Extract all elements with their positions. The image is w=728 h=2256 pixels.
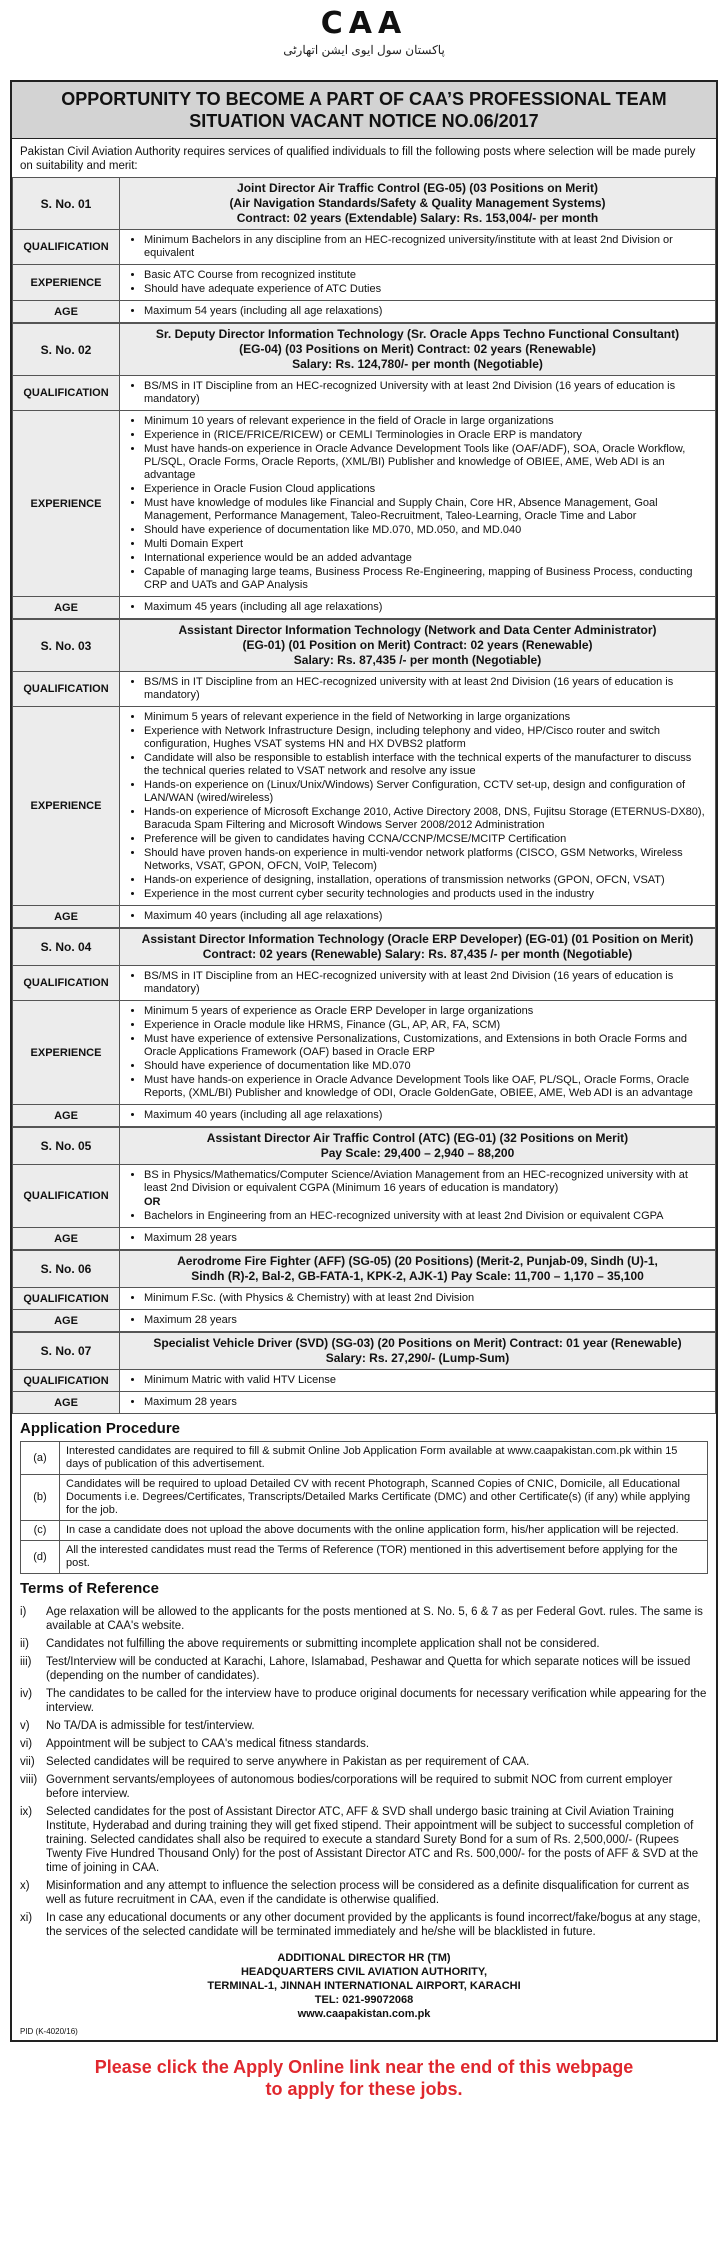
qualification-item: • BS in Physics/Mathematics/Computer Science/Aviation Management from an HEC-recognized university with at least 2nd Division or equivalent CGPA (Minimum 16 years of education is mandatory): [144, 1169, 709, 1195]
serial-number: S. No. 03: [13, 620, 120, 672]
age-list: [126, 1232, 709, 1245]
term-text: Misinformation and any attempt to influence the selection process will be considered as a definite disqualification for current as well as future recruitment in CAA, even if the candidate is otherwise qualified.: [46, 1880, 690, 1906]
title-banner: [12, 82, 716, 139]
term-number: vi): [20, 1738, 33, 1750]
post-table: [12, 1332, 716, 1414]
experience-item: • Experience in Oracle Fusion Cloud applications: [144, 483, 709, 496]
age-label: AGE: [13, 906, 120, 928]
signature-phone: TEL: 021-99072068: [314, 1994, 414, 2006]
age-list: [126, 910, 709, 923]
terms-list: [12, 1605, 716, 1939]
qualification-list: [126, 380, 709, 406]
term-item: [20, 1605, 708, 1633]
age-label: AGE: [13, 1392, 120, 1414]
experience-item: • Hands-on experience on (Linux/Unix/Windows) Server Configuration, CCTV set-up, design and configuration of LAN/WAN (wired/wireless): [144, 779, 709, 805]
experience-row: [13, 411, 716, 597]
experience-list: [126, 415, 709, 592]
experience-item: • Must have hands-on experience in Oracle Advance Development Tools like (OAF/ADF), SOA, Oracle Workflow, PL/SQL, Oracle Forms, Oracle Reports, (XML/BI) Publisher and knowledge of OBIEE, AME, Web ADI is an advantage: [144, 443, 709, 482]
age-row: [13, 1392, 716, 1414]
qualification-item: • Minimum Bachelors in any discipline from an HEC-recognized university/institute with at least 2nd Division or equivalent: [144, 234, 709, 260]
qualification-row: [13, 230, 716, 265]
post-title-line: (EG-01) (01 Position on Merit) Contract: 02 years (Renewable): [242, 638, 593, 652]
age-list: [126, 1314, 709, 1327]
post-title: [120, 324, 716, 376]
procedure-row: [21, 1521, 708, 1541]
qualification-item: • Minimum F.Sc. (with Physics & Chemistry) with at least 2nd Division: [144, 1292, 709, 1305]
experience-item: • Must have knowledge of modules like Financial and Supply Chain, Core HR, Absence Management, Goal Management, Performance Management, Taleo-Recruitment, Taleo-Learning, Oracle Time and Labor: [144, 497, 709, 523]
experience-row: [13, 265, 716, 301]
header-logo: [6, 6, 722, 80]
post-header-row: [13, 1251, 716, 1288]
post-title: [120, 1251, 716, 1288]
qualification-list: [126, 1374, 709, 1387]
experience-content: [120, 1001, 716, 1105]
serial-number: S. No. 06: [13, 1251, 120, 1288]
qualification-content: [120, 966, 716, 1001]
post-header-row: [13, 929, 716, 966]
logo-urdu-text: پاکستان سول ایوی ایشن اتھارٹی: [283, 43, 445, 57]
age-row: [13, 1105, 716, 1127]
term-number: ii): [20, 1638, 29, 1650]
post-title-line: (EG-04) (03 Positions on Merit) Contract: 02 years (Renewable): [239, 342, 596, 356]
procedure-row: [21, 1541, 708, 1574]
post-title: [120, 929, 716, 966]
experience-item: • Minimum 5 years of experience as Oracle ERP Developer in large organizations: [144, 1005, 709, 1018]
qualification-list: [126, 970, 709, 996]
experience-item: • Experience with Network Infrastructure Design, including telephony and video, HP/Cisco router and switch configuration, Hughes VSAT systems HN and HX DVBS2 platform: [144, 725, 709, 751]
age-item: • Maximum 45 years (including all age relaxations): [144, 601, 709, 614]
age-row: [13, 906, 716, 928]
post-title-line: Contract: 02 years (Renewable) Salary: Rs. 87,435 /- per month (Negotiable): [202, 947, 633, 961]
age-row: [13, 597, 716, 619]
experience-row: [13, 707, 716, 906]
experience-item: • Preference will be given to candidates having CCNA/CCNP/MCSE/MCITP Certification: [144, 833, 709, 846]
signature-line: HEADQUARTERS CIVIL AVIATION AUTHORITY,: [240, 1966, 488, 1978]
apply-online-notice: [6, 2042, 722, 2100]
term-item: [20, 1911, 708, 1939]
experience-list: [126, 269, 709, 296]
term-number: iii): [20, 1656, 32, 1668]
serial-number: S. No. 02: [13, 324, 120, 376]
serial-number: S. No. 01: [13, 178, 120, 230]
apply-online-line: Please click the Apply Online link near the end of this webpage: [94, 2057, 634, 2077]
age-item: • Maximum 40 years (including all age relaxations): [144, 910, 709, 923]
qualification-label: QUALIFICATION: [13, 672, 120, 707]
experience-item: • Experience in (RICE/FRICE/RICEW) or CEMLI Terminologies in Oracle ERP is mandatory: [144, 429, 709, 442]
serial-number: S. No. 05: [13, 1128, 120, 1165]
post-table: [12, 1127, 716, 1250]
post-title-line: Sindh (R)-2, Bal-2, GB-FATA-1, KPK-2, AJK-1) Pay Scale: 11,700 – 1,170 – 35,100: [191, 1269, 644, 1283]
procedure-text: Candidates will be required to upload Detailed CV with recent Photograph, Scanned Copies of CNIC, Domicile, all Educational Documents i.e. Degrees/Certificates, Transcripts/Detailed Marks Certificate (DMC) and other Certificate(s) (if any) while applying for the job.: [60, 1475, 708, 1521]
post-header-row: [13, 620, 716, 672]
term-item: [20, 1655, 708, 1683]
qualification-list: [126, 234, 709, 260]
post-title-line: (Air Navigation Standards/Safety & Quality Management Systems): [229, 196, 606, 210]
experience-item: • Hands-on experience of designing, installation, operations of transmission networks (GPON, OFCN, VSAT): [144, 874, 709, 887]
post-title: [120, 1128, 716, 1165]
procedure-key: (a): [21, 1442, 60, 1475]
qualification-content: [120, 1165, 716, 1228]
post-title-line: Salary: Rs. 124,780/- per month (Negotiable): [292, 357, 543, 371]
caa-logo: CAA: [320, 6, 408, 41]
qualification-item: • BS/MS in IT Discipline from an HEC-recognized university with at least 2nd Division (16 years of education is mandatory): [144, 970, 709, 996]
experience-content: [120, 411, 716, 597]
qualification-content: [120, 230, 716, 265]
qualification-label: QUALIFICATION: [13, 230, 120, 265]
experience-list: [126, 1005, 709, 1100]
qualification-list: [126, 1292, 709, 1305]
qualification-content: [120, 376, 716, 411]
qualification-label: QUALIFICATION: [13, 1288, 120, 1310]
page: [6, 0, 722, 2100]
age-row: [13, 1310, 716, 1332]
age-label: AGE: [13, 301, 120, 323]
procedure-text: All the interested candidates must read the Terms of Reference (TOR) mentioned in this advertisement before applying for the post.: [60, 1541, 708, 1574]
age-label: AGE: [13, 1310, 120, 1332]
signature-line: ADDITIONAL DIRECTOR HR (TM): [277, 1952, 451, 1964]
age-content: [120, 1392, 716, 1414]
age-item: • Maximum 28 years: [144, 1314, 709, 1327]
post-title-line: Aerodrome Fire Fighter (AFF) (SG-05) (20 Positions) (Merit-2, Punjab-09, Sindh (U)-1,: [177, 1254, 658, 1268]
pid-number: PID (K-4020/16): [20, 2027, 78, 2036]
experience-item: • Must have hands-on experience in Oracle Advance Development Tools like OAF, PL/SQL, Oracle Forms, Oracle Reports, (XML/BI) Publisher and knowledge of ODI, Oracle GoldenGate, OBIEE, AME, Web ADI is an advantage: [144, 1074, 709, 1100]
age-content: [120, 1105, 716, 1127]
procedure-row: [21, 1442, 708, 1475]
post-title-line: Pay Scale: 29,400 – 2,940 – 88,200: [320, 1146, 515, 1160]
serial-number: S. No. 07: [13, 1333, 120, 1370]
post-title: [120, 1333, 716, 1370]
posts-list: [12, 177, 716, 1414]
experience-item: • International experience would be an added advantage: [144, 552, 709, 565]
age-content: [120, 1228, 716, 1250]
age-content: [120, 301, 716, 323]
qualification-item: • Minimum Matric with valid HTV License: [144, 1374, 709, 1387]
qualification-row: [13, 672, 716, 707]
qualification-label: QUALIFICATION: [13, 1370, 120, 1392]
term-number: i): [20, 1606, 27, 1618]
qualification-row: [13, 1288, 716, 1310]
post-table: [12, 619, 716, 928]
post-title-line: Assistant Director Information Technology (Oracle ERP Developer) (EG-01) (01 Position on Merit): [141, 932, 694, 946]
age-list: [126, 1396, 709, 1409]
post-title-line: Joint Director Air Traffic Control (EG-05) (03 Positions on Merit): [237, 181, 598, 195]
term-item: [20, 1737, 708, 1751]
experience-content: [120, 265, 716, 301]
qualification-content: [120, 1370, 716, 1392]
post-table: [12, 1250, 716, 1332]
post-table: [12, 323, 716, 619]
experience-list: [126, 711, 709, 901]
age-content: [120, 597, 716, 619]
experience-item: • Experience in the most current cyber security technologies and products used in the industry: [144, 888, 709, 901]
term-number: iv): [20, 1688, 33, 1700]
age-list: [126, 305, 709, 318]
age-content: [120, 1310, 716, 1332]
experience-item: • Should have proven hands-on experience in multi-vendor network platforms (CISCO, GSM Networks, Wireless Networks, VSAT, GPON, OFCN, VoIP, Telecom): [144, 847, 709, 873]
intro-text: Pakistan Civil Aviation Authority requires services of qualified individuals to fill the following posts where selection will be made purely on suitability and merit:: [20, 146, 696, 172]
term-item: [20, 1773, 708, 1801]
age-list: [126, 601, 709, 614]
post-header-row: [13, 1333, 716, 1370]
page-title: OPPORTUNITY TO BECOME A PART OF CAA’S PROFESSIONAL TEAM: [61, 89, 667, 109]
age-label: AGE: [13, 1228, 120, 1250]
qualification-item: • Bachelors in Engineering from an HEC-recognized university with at least 2nd Division or equivalent CGPA: [144, 1210, 709, 1223]
qualification-item: OR: [144, 1196, 161, 1208]
post-title-line: Assistant Director Information Technology (Network and Data Center Administrator): [178, 623, 657, 637]
notice-number: SITUATION VACANT NOTICE NO.06/2017: [189, 111, 539, 131]
post-title-line: Sr. Deputy Director Information Technology (Sr. Oracle Apps Techno Functional Consultant): [155, 327, 680, 341]
post-title-line: Salary: Rs. 87,435 /- per month (Negotiable): [293, 653, 542, 667]
qualification-row: [13, 1370, 716, 1392]
term-text: Age relaxation will be allowed to the applicants for the posts mentioned at S. No. 5, 6 & 7 as per Federal Govt. rules. The same is available at CAA's website.: [46, 1606, 703, 1632]
qualification-content: [120, 672, 716, 707]
age-row: [13, 301, 716, 323]
experience-item: • Multi Domain Expert: [144, 538, 709, 551]
post-header-row: [13, 324, 716, 376]
experience-item: • Should have experience of documentation like MD.070: [144, 1060, 709, 1073]
post-title-line: Assistant Director Air Traffic Control (ATC) (EG-01) (32 Positions on Merit): [206, 1131, 629, 1145]
qualification-row: [13, 1165, 716, 1228]
age-item: • Maximum 54 years (including all age relaxations): [144, 305, 709, 318]
procedure-text: In case a candidate does not upload the above documents with the online application form, his/her application will be rejected.: [60, 1521, 708, 1541]
post-header-row: [13, 178, 716, 230]
procedure-key: (c): [21, 1521, 60, 1541]
qualification-content: [120, 1288, 716, 1310]
term-item: [20, 1719, 708, 1733]
term-text: In case any educational documents or any other document provided by the applicants is found incorrect/fake/bogus at any stage, the services of the selected candidate will be terminated immediately and he/she will be blacklisted in future.: [46, 1912, 701, 1938]
qualification-label: QUALIFICATION: [13, 966, 120, 1001]
signature-line: TERMINAL-1, JINNAH INTERNATIONAL AIRPORT, KARACHI: [207, 1980, 521, 1992]
term-text: Candidates not fulfilling the above requirements or submitting incomplete application shall not be considered.: [46, 1638, 600, 1650]
serial-number: S. No. 04: [13, 929, 120, 966]
age-list: [126, 1109, 709, 1122]
application-procedure-table: [20, 1441, 708, 1574]
age-item: • Maximum 28 years: [144, 1232, 709, 1245]
term-item: [20, 1805, 708, 1875]
experience-item: • Must have experience of extensive Personalizations, Customizations, and Extensions in both Oracle Forms and Oracle Applications Framework (OAF) based in Oracle ERP: [144, 1033, 709, 1059]
experience-label: EXPERIENCE: [13, 411, 120, 597]
term-item: [20, 1637, 708, 1651]
post-title-line: Specialist Vehicle Driver (SVD) (SG-03) (20 Positions on Merit) Contract: 01 year (Renewable): [153, 1336, 682, 1350]
qualification-row: [13, 966, 716, 1001]
experience-item: • Should have adequate experience of ATC Duties: [144, 283, 709, 296]
term-text: Selected candidates will be required to serve anywhere in Pakistan as per requirement of CAA.: [46, 1756, 530, 1768]
qualification-row: [13, 376, 716, 411]
age-content: [120, 906, 716, 928]
qualification-label: QUALIFICATION: [13, 376, 120, 411]
term-number: ix): [20, 1806, 33, 1818]
term-text: No TA/DA is admissible for test/interview.: [46, 1720, 255, 1732]
qualification-item: • BS/MS in IT Discipline from an HEC-recognized University with at least 2nd Division (16 years of education is mandatory): [144, 380, 709, 406]
experience-item: • Should have experience of documentation like MD.070, MD.050, and MD.040: [144, 524, 709, 537]
experience-label: EXPERIENCE: [13, 707, 120, 906]
experience-item: • Candidate will also be responsible to establish interface with the technical experts of the manufacturer to discuss the technical queries related to VSAT network and resolve any issue: [144, 752, 709, 778]
procedure-key: (d): [21, 1541, 60, 1574]
term-item: [20, 1879, 708, 1907]
qualification-list: [126, 1169, 709, 1223]
experience-item: • Experience in Oracle module like HRMS, Finance (GL, AP, AR, FA, SCM): [144, 1019, 709, 1032]
age-label: AGE: [13, 1105, 120, 1127]
experience-item: • Capable of managing large teams, Business Process Re-Engineering, mapping of Business Process, conducting CRP and UATs and GAP Analysis: [144, 566, 709, 592]
age-label: AGE: [13, 597, 120, 619]
post-title: [120, 178, 716, 230]
post-title: [120, 620, 716, 672]
term-number: vii): [20, 1756, 35, 1768]
experience-item: • Hands-on experience of Microsoft Exchange 2010, Active Directory 2008, DNS, Fujitsu Storage (ETERNUS-DX80), Baracuda Spam Filtering and Microsoft Windows Server 2008/2012 Administration: [144, 806, 709, 832]
term-number: x): [20, 1880, 30, 1892]
term-text: Selected candidates for the post of Assistant Director ATC, AFF & SVD shall undergo basic training at Civil Aviation Training Institute, Hyderabad and during training they will get fixed stipend. Their appointment will be subject to successful completion of training. Selected candidates shall also be required to execute a standard Surety Bond for a sum of Rs. 2,500,000/- (Rupees Twenty Five Hundred Thousand Only) for the post of Assistant Director ATC and Rs. 500,000/- for the posts of AFF & SVD at the time of joining in CAA.: [46, 1806, 699, 1874]
qualification-label: QUALIFICATION: [13, 1165, 120, 1228]
procedure-row: [21, 1475, 708, 1521]
terms-of-reference-title: Terms of Reference: [20, 1580, 159, 1597]
qualification-item: • BS/MS in IT Discipline from an HEC-recognized university with at least 2nd Division (16 years of education is mandatory): [144, 676, 709, 702]
experience-item: • Minimum 5 years of relevant experience in the field of Networking in large organizations: [144, 711, 709, 724]
experience-item: • Minimum 10 years of relevant experience in the field of Oracle in large organizations: [144, 415, 709, 428]
post-header-row: [13, 1128, 716, 1165]
term-item: [20, 1755, 708, 1769]
advertisement-frame: [10, 80, 718, 2042]
term-text: Government servants/employees of autonomous bodies/corporations will be required to submit NOC from current employer before interview.: [46, 1774, 673, 1800]
signature-website: www.caapakistan.com.pk: [297, 2008, 431, 2020]
term-number: xi): [20, 1912, 33, 1924]
procedure-key: (b): [21, 1475, 60, 1521]
signature-block: [12, 1943, 716, 2025]
post-title-line: Contract: 02 years (Extendable) Salary: Rs. 153,004/- per month: [236, 211, 599, 225]
procedure-text: Interested candidates are required to fill & submit Online Job Application Form available at www.caapakistan.com.pk within 15 days of publication of this advertisement.: [60, 1442, 708, 1475]
term-text: Test/Interview will be conducted at Karachi, Lahore, Islamabad, Peshawar and Quetta for which separate notices will be issued (depending on the number of candidates).: [46, 1656, 691, 1682]
age-item: • Maximum 28 years: [144, 1396, 709, 1409]
term-text: Appointment will be subject to CAA's medical fitness standards.: [46, 1738, 370, 1750]
term-text: The candidates to be called for the interview have to produce original documents for necessary verification while appearing for the interview.: [46, 1688, 707, 1714]
term-number: v): [20, 1720, 30, 1732]
qualification-list: [126, 676, 709, 702]
experience-label: EXPERIENCE: [13, 1001, 120, 1105]
age-row: [13, 1228, 716, 1250]
post-table: [12, 177, 716, 323]
apply-online-line: to apply for these jobs.: [265, 2079, 463, 2099]
experience-item: • Basic ATC Course from recognized institute: [144, 269, 709, 282]
age-item: • Maximum 40 years (including all age relaxations): [144, 1109, 709, 1122]
experience-content: [120, 707, 716, 906]
post-table: [12, 928, 716, 1127]
experience-label: EXPERIENCE: [13, 265, 120, 301]
experience-row: [13, 1001, 716, 1105]
term-item: [20, 1687, 708, 1715]
term-number: viii): [20, 1774, 38, 1786]
application-procedure-title: Application Procedure: [20, 1420, 181, 1437]
post-title-line: Salary: Rs. 27,290/- (Lump-Sum): [325, 1351, 510, 1365]
